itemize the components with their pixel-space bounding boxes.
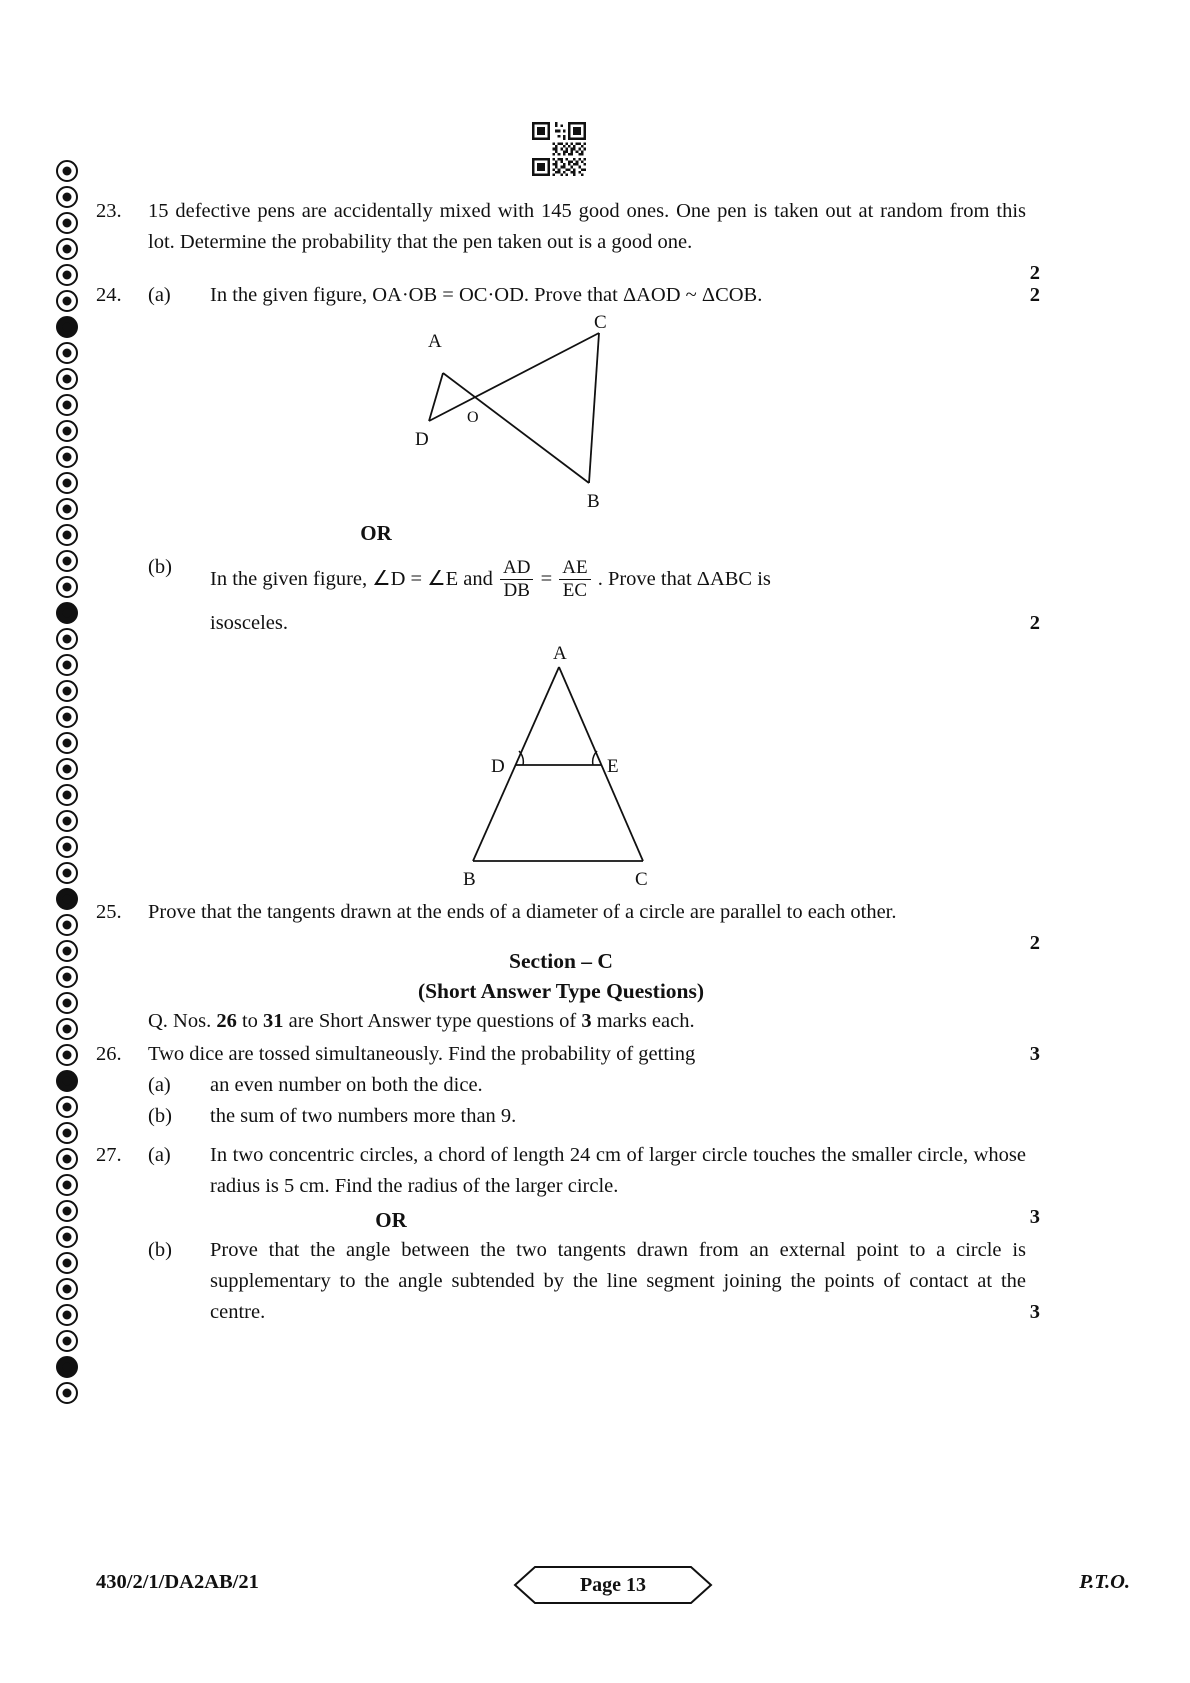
binding-hole bbox=[56, 368, 78, 390]
binding-hole bbox=[56, 420, 78, 442]
section-note-suffix: marks each. bbox=[591, 1010, 695, 1032]
binding-hole bbox=[56, 342, 78, 364]
figure-24b bbox=[96, 645, 1026, 891]
binding-hole bbox=[56, 238, 78, 260]
binding-hole bbox=[56, 1304, 78, 1326]
section-note-mid2: are Short Answer type questions of bbox=[283, 1010, 582, 1032]
binding-hole bbox=[56, 680, 78, 702]
question-27a-label: (a) bbox=[148, 1144, 171, 1166]
question-26a bbox=[96, 1070, 1026, 1101]
question-27a-marks: 3 bbox=[1029, 1206, 1040, 1228]
binding-hole bbox=[56, 784, 78, 806]
question-26a-label: (a) bbox=[148, 1074, 171, 1096]
figure-24b-label-C: C bbox=[635, 869, 648, 890]
binding-hole bbox=[56, 1226, 78, 1248]
binding-hole bbox=[56, 316, 78, 338]
question-27b-text: Prove that the angle between the two tangents drawn from an external point to a circle is supplementary to the angle subtended by the line segment joining the points of contact at the centre. bbox=[210, 1239, 1026, 1323]
binding-hole bbox=[56, 732, 78, 754]
binding-hole bbox=[56, 914, 78, 936]
binding-hole bbox=[56, 472, 78, 494]
binding-hole bbox=[56, 758, 78, 780]
question-26-marks: 3 bbox=[1029, 1043, 1040, 1065]
page-number-text: Page 13 bbox=[579, 1573, 647, 1596]
section-note-marks: 3 bbox=[581, 1010, 592, 1032]
question-25 bbox=[96, 897, 1040, 954]
question-24 bbox=[96, 280, 1040, 311]
question-24a-label: (a) bbox=[148, 284, 171, 306]
binding-hole bbox=[56, 394, 78, 416]
binding-hole bbox=[56, 576, 78, 598]
binding-holes-strip bbox=[52, 160, 82, 1460]
fraction-ae-ec bbox=[559, 557, 590, 602]
exam-paper-content bbox=[96, 196, 1040, 1328]
binding-hole bbox=[56, 446, 78, 468]
question-23 bbox=[96, 196, 1040, 284]
binding-hole bbox=[56, 290, 78, 312]
question-27b-marks: 3 bbox=[1029, 1301, 1040, 1323]
binding-hole bbox=[56, 1096, 78, 1118]
binding-hole bbox=[56, 654, 78, 676]
binding-hole bbox=[56, 1122, 78, 1144]
figure-24b-label-A: A bbox=[553, 645, 567, 664]
fraction-ae-ec-denominator: EC bbox=[559, 579, 590, 602]
section-note-to: 31 bbox=[263, 1010, 284, 1032]
question-27b bbox=[96, 1235, 1040, 1328]
figure-24a bbox=[96, 315, 1026, 515]
section-c-subtitle: (Short Answer Type Questions) bbox=[417, 979, 705, 1003]
or-divider-24: OR bbox=[360, 521, 392, 545]
question-26-number: 26. bbox=[96, 1043, 122, 1065]
fraction-ad-db bbox=[500, 557, 533, 602]
binding-hole bbox=[56, 862, 78, 884]
figure-24a-label-A: A bbox=[428, 331, 442, 352]
question-24a-text: In the given figure, OA·OB = OC·OD. Prove that ΔAOD ~ ΔCOB. bbox=[210, 284, 763, 306]
figure-24a-label-D: D bbox=[415, 429, 429, 450]
question-25-marks: 2 bbox=[1029, 932, 1040, 954]
fraction-ad-db-denominator: DB bbox=[500, 579, 533, 602]
question-25-text: Prove that the tangents drawn at the ends of a diameter of a circle are parallel to each other. bbox=[148, 901, 897, 923]
question-24b-label: (b) bbox=[148, 556, 172, 578]
binding-hole bbox=[56, 1018, 78, 1040]
question-24-number: 24. bbox=[96, 284, 122, 306]
fraction-ad-db-numerator: AD bbox=[502, 556, 531, 578]
figure-24b-label-E: E bbox=[607, 756, 619, 777]
question-26-text: Two dice are tossed simultaneously. Find the probability of getting bbox=[148, 1043, 696, 1065]
binding-hole bbox=[56, 498, 78, 520]
question-24b-text-part1: In the given figure, ∠D = ∠E and bbox=[210, 568, 493, 590]
question-27a-text: In two concentric circles, a chord of length 24 cm of larger circle touches the smaller circle, whose radius is 5 cm. Find the radius of the larger circle. bbox=[210, 1144, 1026, 1197]
question-24b bbox=[96, 552, 1026, 606]
binding-hole bbox=[56, 212, 78, 234]
binding-hole bbox=[56, 264, 78, 286]
question-24b-cont bbox=[96, 608, 1040, 639]
or-divider-27: OR bbox=[375, 1208, 407, 1232]
binding-hole bbox=[56, 1070, 78, 1092]
binding-hole bbox=[56, 1174, 78, 1196]
binding-hole bbox=[56, 1278, 78, 1300]
question-24b-text bbox=[210, 552, 1026, 606]
page-number-badge bbox=[513, 1565, 713, 1605]
question-24a-marks: 2 bbox=[1029, 284, 1040, 306]
question-23-marks: 2 bbox=[1029, 262, 1040, 284]
figure-24b-label-B: B bbox=[463, 869, 476, 890]
binding-hole bbox=[56, 1356, 78, 1378]
question-26b-text: the sum of two numbers more than 9. bbox=[210, 1105, 517, 1127]
qr-code bbox=[532, 122, 586, 176]
question-23-text: 15 defective pens are accidentally mixed with 145 good ones. One pen is taken out at random from this lot. Determine the probability that the pen taken out is a good one. bbox=[148, 200, 1026, 253]
question-27b-label: (b) bbox=[148, 1239, 172, 1261]
binding-hole bbox=[56, 186, 78, 208]
binding-hole bbox=[56, 628, 78, 650]
binding-hole bbox=[56, 524, 78, 546]
question-23-number: 23. bbox=[96, 200, 122, 222]
binding-hole bbox=[56, 1252, 78, 1274]
question-26 bbox=[96, 1039, 1040, 1070]
question-26b bbox=[96, 1101, 1026, 1132]
question-27-number: 27. bbox=[96, 1144, 122, 1166]
question-24b-text-part3: isosceles. bbox=[210, 612, 288, 634]
binding-hole bbox=[56, 1044, 78, 1066]
binding-hole bbox=[56, 1382, 78, 1404]
binding-hole bbox=[56, 992, 78, 1014]
binding-hole bbox=[56, 550, 78, 572]
section-c-note bbox=[96, 1006, 1026, 1037]
paper-code: 430/2/1/DA2AB/21 bbox=[96, 1571, 259, 1593]
question-26a-text: an even number on both the dice. bbox=[210, 1074, 483, 1096]
binding-hole bbox=[56, 810, 78, 832]
question-26b-label: (b) bbox=[148, 1105, 172, 1127]
binding-hole bbox=[56, 940, 78, 962]
section-c-title: Section – C bbox=[509, 949, 613, 973]
binding-hole bbox=[56, 836, 78, 858]
binding-hole bbox=[56, 602, 78, 624]
binding-hole bbox=[56, 1330, 78, 1352]
binding-hole bbox=[56, 1148, 78, 1170]
question-24b-marks: 2 bbox=[1029, 612, 1040, 634]
binding-hole bbox=[56, 160, 78, 182]
binding-hole bbox=[56, 888, 78, 910]
binding-hole bbox=[56, 706, 78, 728]
page-footer bbox=[96, 1565, 1130, 1605]
section-note-from: 26 bbox=[216, 1010, 237, 1032]
figure-24a-label-B: B bbox=[587, 491, 600, 512]
question-25-number: 25. bbox=[96, 901, 122, 923]
figure-24a-label-C: C bbox=[594, 315, 607, 333]
pto-label: P.T.O. bbox=[1079, 1571, 1130, 1593]
figure-24b-label-D: D bbox=[491, 756, 505, 777]
figure-24a-label-O: O bbox=[467, 409, 479, 426]
equals-sign: = bbox=[540, 568, 553, 590]
fraction-ae-ec-numerator: AE bbox=[562, 556, 588, 578]
question-27 bbox=[96, 1140, 1040, 1228]
binding-hole bbox=[56, 1200, 78, 1222]
binding-hole bbox=[56, 966, 78, 988]
section-note-mid: to bbox=[236, 1010, 264, 1032]
section-note-prefix: Q. Nos. bbox=[148, 1010, 217, 1032]
question-24b-text-part2: . Prove that ΔABC is bbox=[597, 568, 771, 590]
